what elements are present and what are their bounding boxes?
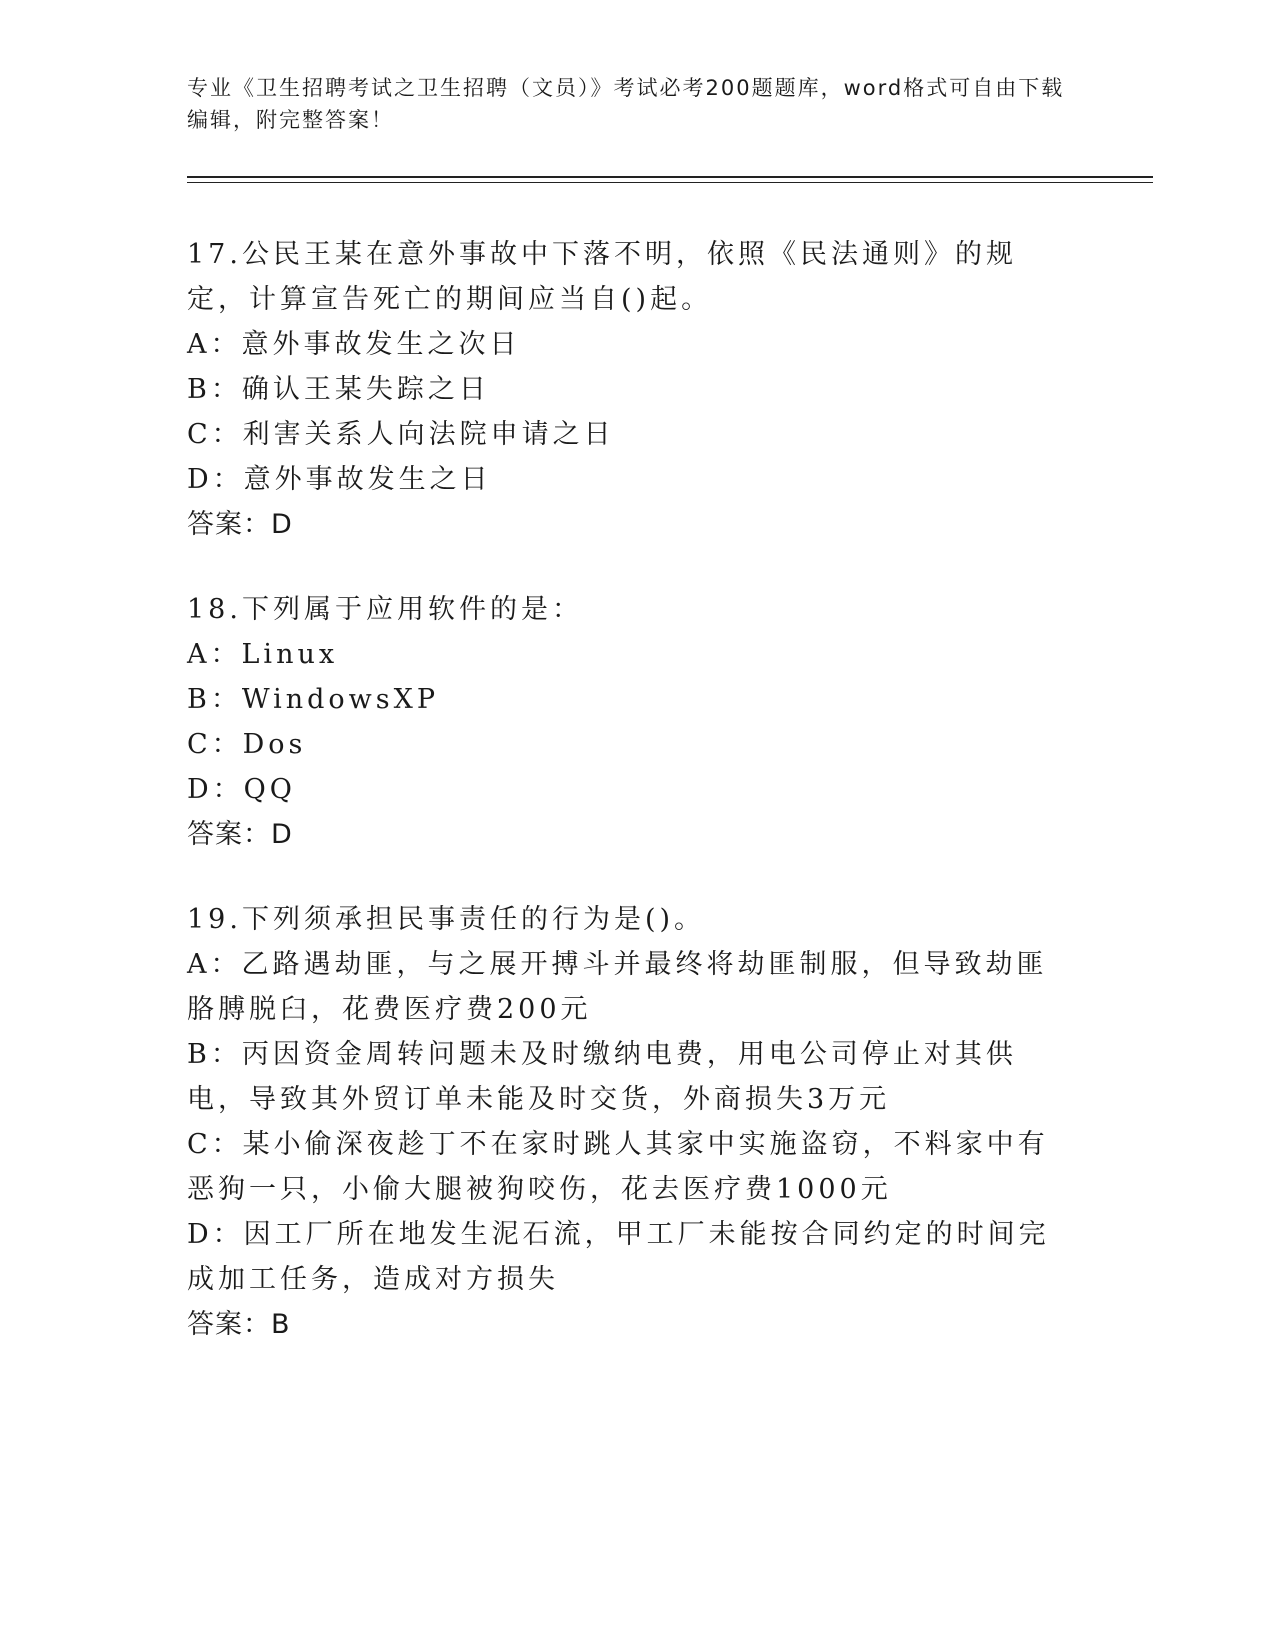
option-b: B：WindowsXP bbox=[187, 684, 440, 715]
option-a: A：意外事故发生之次日 bbox=[187, 329, 521, 360]
option-b: B：丙因资金周转问题未及时缴纳电费，用电公司停止对其供电，导致其外贸订单未能及时交货，外商损失3万元 bbox=[187, 1039, 1017, 1115]
answer-label: 答案：B bbox=[187, 1309, 291, 1340]
answer-label: 答案：D bbox=[187, 509, 293, 540]
question-18 bbox=[187, 587, 1077, 857]
option-a: A：乙路遇劫匪，与之展开搏斗并最终将劫匪制服，但导致劫匪胳膊脱臼，花费医疗费200元 bbox=[187, 949, 1048, 1025]
question-19 bbox=[187, 897, 1077, 1347]
option-d: D：意外事故发生之日 bbox=[187, 464, 492, 495]
option-b: B：确认王某失踪之日 bbox=[187, 374, 490, 405]
option-c: C：利害关系人向法院申请之日 bbox=[187, 419, 615, 450]
option-d: D：QQ bbox=[187, 774, 296, 805]
option-c: C：某小偷深夜趁丁不在家时跳人其家中实施盗窃，不料家中有恶狗一只，小偷大腿被狗咬伤，花去医疗费1000元 bbox=[187, 1129, 1049, 1205]
option-c: C：Dos bbox=[187, 729, 307, 760]
question-stem: 18.下列属于应用软件的是： bbox=[187, 594, 583, 625]
question-list bbox=[187, 232, 1077, 1387]
option-a: A：Linux bbox=[187, 639, 339, 670]
question-stem: 19.下列须承担民事责任的行为是()。 bbox=[187, 904, 706, 935]
header-divider-thin bbox=[187, 182, 1153, 183]
option-d: D：因工厂所在地发生泥石流，甲工厂未能按合同约定的时间完成加工任务，造成对方损失 bbox=[187, 1219, 1050, 1295]
question-17 bbox=[187, 232, 1077, 547]
answer-label: 答案：D bbox=[187, 819, 293, 850]
document-header: 专业《卫生招聘考试之卫生招聘（文员）》考试必考200题题库，word格式可自由下载编辑，附完整答案！ bbox=[187, 76, 1065, 132]
header-divider-thick bbox=[187, 176, 1153, 178]
question-stem: 17.公民王某在意外事故中下落不明，依照《民法通则》的规定，计算宣告死亡的期间应当自()起。 bbox=[187, 239, 1017, 315]
